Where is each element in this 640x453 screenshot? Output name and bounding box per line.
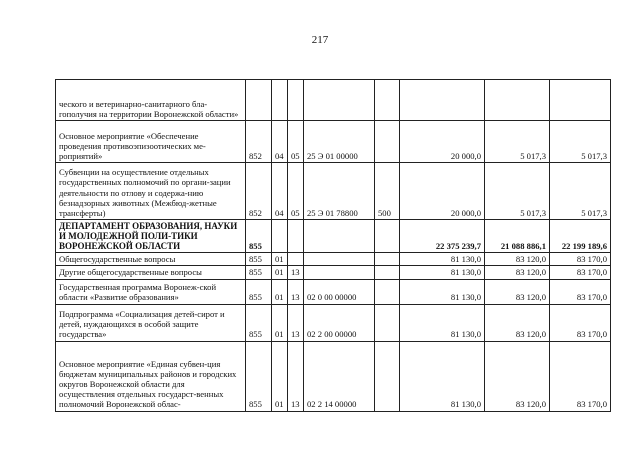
expense-type-cell	[375, 220, 400, 253]
amount-year3-cell: 83 170,0	[550, 304, 611, 341]
amount-year3-cell: 83 170,0	[550, 266, 611, 279]
amount-year1-cell: 81 130,0	[400, 253, 485, 266]
grbs-code-cell: 852	[246, 121, 272, 163]
grbs-code-cell: 855	[246, 279, 272, 304]
subsection-code-cell: 13	[288, 279, 304, 304]
section-code-cell: 01	[272, 253, 288, 266]
target-article-cell: 02 2 00 00000	[304, 304, 375, 341]
amount-year3-cell: 83 170,0	[550, 253, 611, 266]
expense-type-cell	[375, 121, 400, 163]
amount-year3-cell: 22 199 189,6	[550, 220, 611, 253]
grbs-code-cell: 855	[246, 220, 272, 253]
amount-year2-cell: 83 120,0	[485, 266, 550, 279]
expense-type-cell	[375, 253, 400, 266]
subsection-code-cell	[288, 253, 304, 266]
amount-year2-cell: 83 120,0	[485, 279, 550, 304]
target-article-cell: 25 Э 01 00000	[304, 121, 375, 163]
amount-year1-cell: 81 130,0	[400, 279, 485, 304]
subsection-code-cell	[288, 80, 304, 121]
expense-type-cell: 500	[375, 163, 400, 220]
table-row	[56, 304, 611, 341]
amount-year2-cell	[485, 80, 550, 121]
table-row	[56, 279, 611, 304]
amount-year1-cell: 81 130,0	[400, 266, 485, 279]
target-article-cell	[304, 253, 375, 266]
section-code-cell: 01	[272, 279, 288, 304]
amount-year3-cell	[550, 80, 611, 121]
amount-year2-cell: 5 017,3	[485, 163, 550, 220]
row-name-cell: Общегосударственные вопросы	[56, 253, 246, 266]
expense-type-cell	[375, 341, 400, 411]
subsection-code-cell: 13	[288, 341, 304, 411]
amount-year2-cell: 83 120,0	[485, 304, 550, 341]
expense-type-cell	[375, 266, 400, 279]
row-name-cell: Подпрограмма «Социализация детей-сирот и детей, нуждающихся в особой защите государства»	[56, 304, 246, 341]
expense-type-cell	[375, 279, 400, 304]
expense-type-cell	[375, 80, 400, 121]
amount-year3-cell: 83 170,0	[550, 341, 611, 411]
amount-year1-cell: 20 000,0	[400, 163, 485, 220]
grbs-code-cell: 855	[246, 304, 272, 341]
row-name-cell: Государственная программа Воронеж-ской области «Развитие образования»	[56, 279, 246, 304]
amount-year1-cell: 20 000,0	[400, 121, 485, 163]
table-row	[56, 80, 611, 121]
row-name-cell: Другие общегосударственные вопросы	[56, 266, 246, 279]
target-article-cell: 02 2 14 00000	[304, 341, 375, 411]
table-row	[56, 121, 611, 163]
expense-type-cell	[375, 304, 400, 341]
amount-year1-cell: 81 130,0	[400, 304, 485, 341]
subsection-code-cell: 05	[288, 121, 304, 163]
table-row	[56, 163, 611, 220]
grbs-code-cell: 852	[246, 163, 272, 220]
subsection-code-cell: 05	[288, 163, 304, 220]
page-number: 217	[311, 34, 329, 46]
amount-year2-cell: 5 017,3	[485, 121, 550, 163]
table-row	[56, 266, 611, 279]
amount-year2-cell: 83 120,0	[485, 341, 550, 411]
section-code-cell: 01	[272, 304, 288, 341]
table-row	[56, 253, 611, 266]
amount-year1-cell: 22 375 239,7	[400, 220, 485, 253]
amount-year2-cell: 21 088 886,1	[485, 220, 550, 253]
amount-year1-cell	[400, 80, 485, 121]
target-article-cell	[304, 80, 375, 121]
amount-year3-cell: 5 017,3	[550, 163, 611, 220]
row-name-cell: ческого и ветеринарно-санитарного бла-гополучия на территории Воронежской области»	[56, 80, 246, 121]
section-code-cell: 04	[272, 163, 288, 220]
target-article-cell	[304, 266, 375, 279]
section-code-cell: 04	[272, 121, 288, 163]
subsection-code-cell: 13	[288, 304, 304, 341]
target-article-cell: 02 0 00 00000	[304, 279, 375, 304]
grbs-code-cell: 855	[246, 253, 272, 266]
subsection-code-cell	[288, 220, 304, 253]
section-code-cell: 01	[272, 266, 288, 279]
amount-year2-cell: 83 120,0	[485, 253, 550, 266]
row-name-cell: Основное мероприятие «Обеспечение проведения противоэпизоотических ме-роприятий»	[56, 121, 246, 163]
table-row	[56, 220, 611, 253]
grbs-code-cell: 855	[246, 341, 272, 411]
budget-table	[55, 79, 611, 412]
subsection-code-cell: 13	[288, 266, 304, 279]
amount-year3-cell: 5 017,3	[550, 121, 611, 163]
section-code-cell	[272, 220, 288, 253]
row-name-cell: Субвенции на осуществление отдельных государственных полномочий по органи-зации деятельности по отлову и содержа-нию безнадзорных животных (Межбюд-жетные трансферты)	[56, 163, 246, 220]
amount-year1-cell: 81 130,0	[400, 341, 485, 411]
target-article-cell	[304, 220, 375, 253]
row-name-cell: ДЕПАРТАМЕНТ ОБРАЗОВАНИЯ, НАУКИ И МОЛОДЕЖНОЙ ПОЛИ-ТИКИ ВОРОНЕЖСКОЙ ОБЛАСТИ	[56, 220, 246, 253]
row-name-cell: Основное мероприятие «Единая субвен-ция бюджетам муниципальных районов и городских округов Воронежской области для осуществления отдельных государст-венных полномочий Воронежской облас-	[56, 341, 246, 411]
amount-year3-cell: 83 170,0	[550, 279, 611, 304]
section-code-cell	[272, 80, 288, 121]
table-row	[56, 341, 611, 411]
grbs-code-cell: 855	[246, 266, 272, 279]
target-article-cell: 25 Э 01 78800	[304, 163, 375, 220]
section-code-cell: 01	[272, 341, 288, 411]
grbs-code-cell	[246, 80, 272, 121]
